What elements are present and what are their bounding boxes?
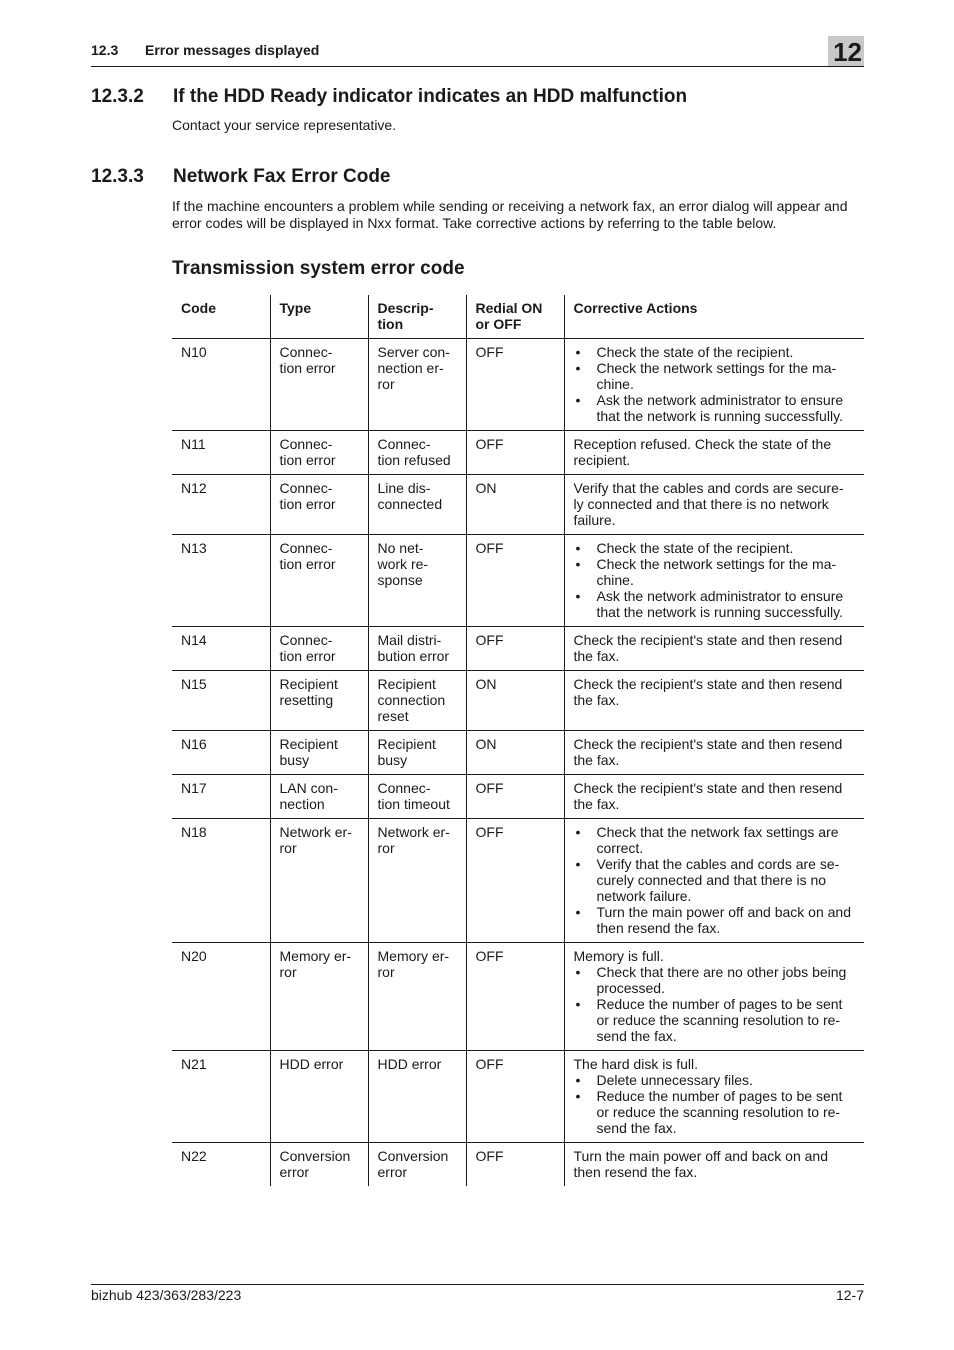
table-row: [172, 1143, 864, 1187]
redial-cell: ON: [466, 671, 564, 731]
redial-cell: OFF: [466, 943, 564, 1051]
corrective-action-text: Check the recipient's state and then resend the fax.: [573, 632, 843, 664]
footer-page-number: 12-7: [835, 1287, 864, 1303]
corrective-action-list: [574, 1072, 856, 1136]
corrective-actions-cell: [564, 1143, 864, 1187]
corrective-action-item: • Check the network settings for the ma- chine.: [574, 360, 856, 392]
type-cell: Recipient busy: [270, 731, 368, 775]
code-cell: N15: [181, 676, 207, 692]
table-row: [172, 627, 864, 671]
table-row: [172, 943, 864, 1051]
code-cell: N22: [181, 1148, 207, 1164]
hdd-section-number: 12.3.2: [91, 86, 144, 107]
type-cell: Conversion error: [270, 1143, 368, 1187]
table-row: [172, 819, 864, 943]
redial-cell: OFF: [466, 775, 564, 819]
table-body: [172, 339, 864, 1187]
header-redial: Redial ON or OFF: [466, 295, 564, 339]
code-cell: N16: [181, 736, 207, 752]
description-cell: Mail distri- bution error: [368, 627, 466, 671]
corrective-action-text: Reception refused. Check the state of the recipient.: [573, 436, 832, 468]
type-cell: Connec- tion error: [270, 475, 368, 535]
type-cell: Memory er- ror: [270, 943, 368, 1051]
page-footer: [91, 1284, 864, 1303]
table-row: [172, 535, 864, 627]
corrective-action-list: [574, 824, 856, 936]
redial-cell: OFF: [466, 535, 564, 627]
corrective-action-item: • Reduce the number of pages to be sent or reduce the scanning resolution to re- send the fax.: [574, 1088, 856, 1136]
description-cell: Memory er- ror: [368, 943, 466, 1051]
redial-cell: ON: [466, 475, 564, 535]
code-cell: N18: [181, 824, 207, 840]
description-cell: No net- work re- sponse: [368, 535, 466, 627]
type-cell: Recipient resetting: [270, 671, 368, 731]
corrective-action-list: [574, 344, 856, 424]
hdd-section-body: Contact your service representative.: [172, 117, 397, 133]
table-row: [172, 339, 864, 431]
corrective-actions-cell: [564, 819, 864, 943]
corrective-action-item: • Verify that the cables and cords are se- curely connected and that there is no network failure.: [574, 856, 856, 904]
code-cell: N13: [181, 540, 207, 556]
redial-cell: OFF: [466, 627, 564, 671]
corrective-action-list: [574, 964, 856, 1044]
corrective-actions-cell: [564, 339, 864, 431]
table-row: [172, 671, 864, 731]
corrective-action-item: • Ask the network administrator to ensure that the network is running successfully.: [574, 588, 856, 620]
corrective-action-item: • Reduce the number of pages to be sent or reduce the scanning resolution to re- send the fax.: [574, 996, 856, 1044]
description-cell: Connec- tion timeout: [368, 775, 466, 819]
fax-section-body: If the machine encounters a problem while sending or receiving a network fax, an error dialog will appear and error codes will be displayed in Nxx format. Take corrective actions by referring to the table below.: [172, 198, 848, 231]
description-cell: HDD error: [368, 1051, 466, 1143]
corrective-actions-cell: [564, 943, 864, 1051]
table-row: [172, 431, 864, 475]
corrective-action-text: Verify that the cables and cords are secure- ly connected and that there is no network failure.: [573, 480, 844, 528]
description-cell: Connec- tion refused: [368, 431, 466, 475]
corrective-actions-cell: [564, 431, 864, 475]
table-row: [172, 475, 864, 535]
corrective-actions-cell: [564, 1051, 864, 1143]
type-cell: HDD error: [270, 1051, 368, 1143]
corrective-action-text: Check the recipient's state and then resend the fax.: [573, 736, 843, 768]
corrective-action-text: Check the recipient's state and then resend the fax.: [573, 676, 843, 708]
code-cell: N20: [181, 948, 207, 964]
redial-cell: OFF: [466, 819, 564, 943]
redial-cell: OFF: [466, 1051, 564, 1143]
corrective-action-item: • Turn the main power off and back on and then resend the fax.: [574, 904, 856, 936]
footer-model: bizhub 423/363/283/223: [91, 1287, 242, 1303]
corrective-action-text: Memory is full.: [573, 948, 664, 964]
corrective-action-item: • Check the state of the recipient.: [574, 344, 856, 360]
description-cell: Line dis- connected: [368, 475, 466, 535]
corrective-action-text: The hard disk is full.: [573, 1056, 698, 1072]
chapter-number-badge: 12: [828, 36, 864, 66]
type-cell: Network er- ror: [270, 819, 368, 943]
type-cell: Connec- tion error: [270, 535, 368, 627]
corrective-action-item: • Check that the network fax settings are correct.: [574, 824, 856, 856]
table-row: [172, 731, 864, 775]
header-corrective-actions: Corrective Actions: [564, 295, 864, 339]
redial-cell: OFF: [466, 431, 564, 475]
table-header-row: [172, 295, 864, 339]
header-section-number: 12.3: [91, 42, 119, 58]
page-header: [91, 36, 864, 67]
header-code: Code: [181, 300, 216, 316]
code-cell: N11: [181, 436, 206, 452]
table-row: [172, 775, 864, 819]
redial-cell: OFF: [466, 339, 564, 431]
corrective-action-text: Turn the main power off and back on and then resend the fax.: [573, 1148, 828, 1180]
corrective-actions-cell: [564, 627, 864, 671]
table-row: [172, 1051, 864, 1143]
code-cell: N10: [181, 344, 207, 360]
hdd-section-title: If the HDD Ready indicator indicates an HDD malfunction: [173, 86, 688, 107]
header-section-title: Error messages displayed: [145, 42, 320, 58]
description-cell: Conversion error: [368, 1143, 466, 1187]
corrective-actions-cell: [564, 775, 864, 819]
corrective-action-list: [574, 540, 856, 620]
corrective-actions-cell: [564, 671, 864, 731]
header-type: Type: [270, 295, 368, 339]
header-description: Descrip- tion: [368, 295, 466, 339]
corrective-action-item: • Check the state of the recipient.: [574, 540, 856, 556]
code-cell: N17: [181, 780, 207, 796]
table-heading: Transmission system error code: [172, 258, 465, 279]
type-cell: LAN con- nection: [270, 775, 368, 819]
error-code-table: [172, 295, 864, 1186]
description-cell: Recipient connection reset: [368, 671, 466, 731]
corrective-actions-cell: [564, 731, 864, 775]
fax-section-number: 12.3.3: [91, 166, 144, 187]
corrective-actions-cell: [564, 475, 864, 535]
description-cell: Network er- ror: [368, 819, 466, 943]
type-cell: Connec- tion error: [270, 339, 368, 431]
corrective-action-item: • Ask the network administrator to ensure that the network is running successfully.: [574, 392, 856, 424]
corrective-action-text: Check the recipient's state and then resend the fax.: [573, 780, 843, 812]
description-cell: Server con- nection er- ror: [368, 339, 466, 431]
description-cell: Recipient busy: [368, 731, 466, 775]
corrective-action-item: • Delete unnecessary files.: [574, 1072, 856, 1088]
redial-cell: OFF: [466, 1143, 564, 1187]
code-cell: N14: [181, 632, 207, 648]
redial-cell: ON: [466, 731, 564, 775]
code-cell: N12: [181, 480, 207, 496]
corrective-actions-cell: [564, 535, 864, 627]
type-cell: Connec- tion error: [270, 431, 368, 475]
code-cell: N21: [181, 1056, 207, 1072]
corrective-action-item: • Check that there are no other jobs being processed.: [574, 964, 856, 996]
corrective-action-item: • Check the network settings for the ma- chine.: [574, 556, 856, 588]
fax-section-title: Network Fax Error Code: [173, 166, 391, 187]
type-cell: Connec- tion error: [270, 627, 368, 671]
